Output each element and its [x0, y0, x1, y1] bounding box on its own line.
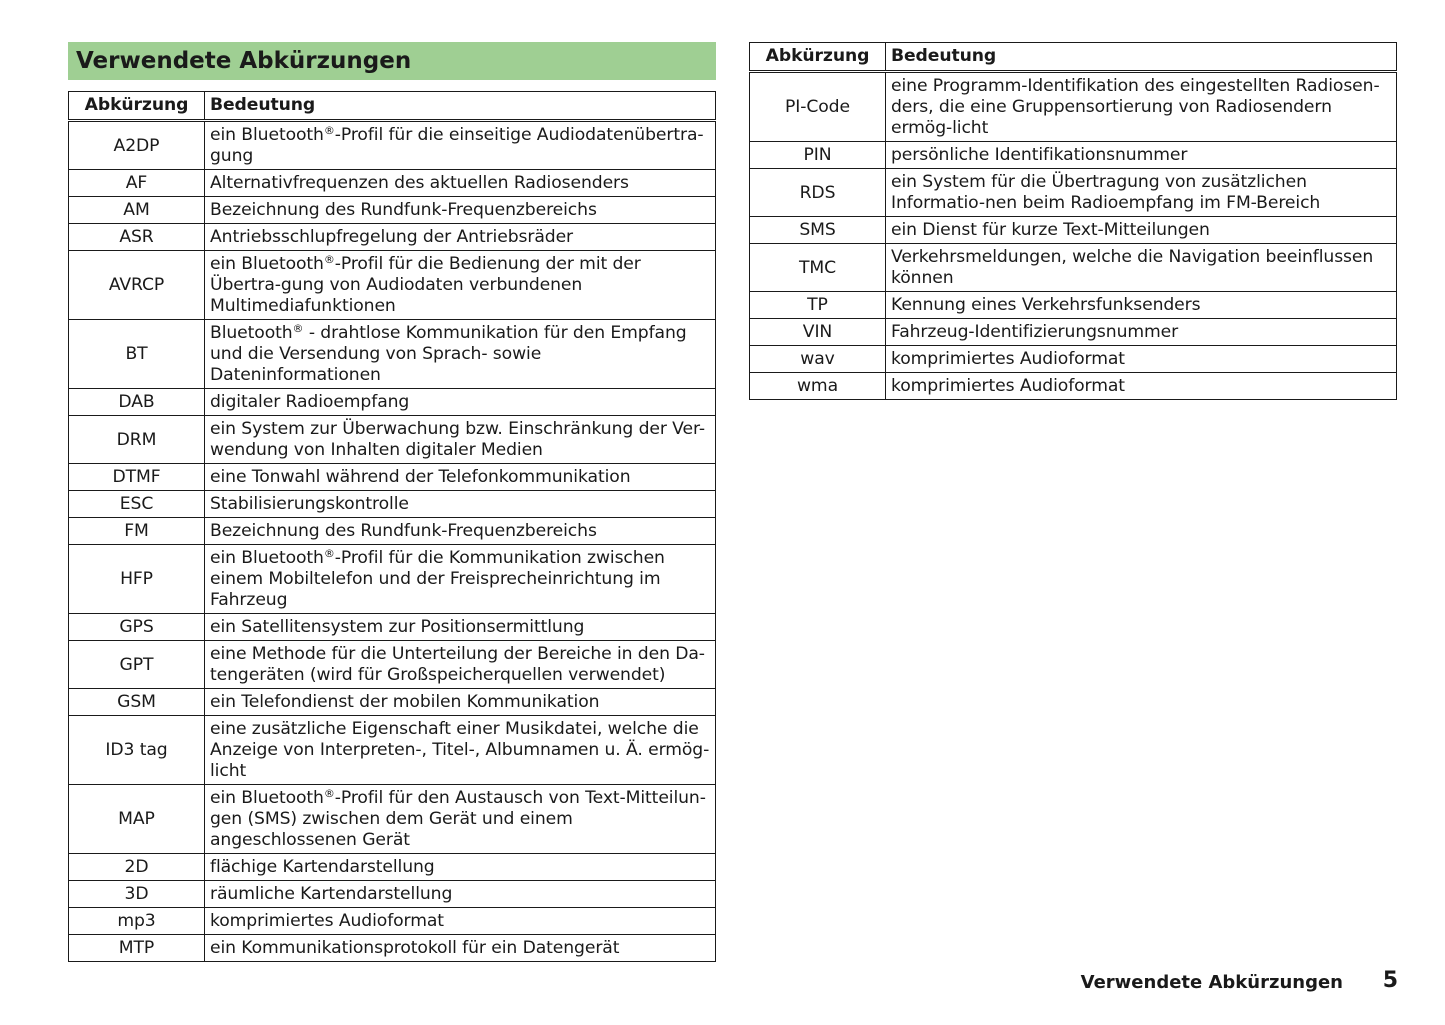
table-row	[69, 908, 716, 935]
left-column	[68, 42, 716, 962]
table-row	[69, 464, 716, 491]
abbreviation-cell: AF	[69, 170, 205, 197]
abbreviation-cell: VIN	[750, 319, 886, 346]
meaning-text: ein Kommunikationsprotokoll für ein Datengerät	[210, 938, 620, 958]
table-row	[750, 373, 1397, 400]
abbreviation-cell: AVRCP	[69, 251, 205, 320]
header-meaning: Bedeutung	[205, 92, 716, 121]
meaning-text: räumliche Kartendarstellung	[210, 884, 453, 904]
table-row	[69, 935, 716, 962]
abbreviation-cell: GSM	[69, 689, 205, 716]
abbreviation-cell: BT	[69, 320, 205, 389]
abbreviation-cell: TMC	[750, 244, 886, 292]
meaning-text-continued: -Profil für den Austausch von Text-Mitteilun-gen (SMS) zwischen dem Gerät und einem angeschlossenen Gerät	[210, 788, 706, 850]
registered-mark: ®	[323, 253, 335, 266]
meaning-text: Bezeichnung des Rundfunk-Frequenzbereichs	[210, 200, 597, 220]
meaning-text: persönliche Identifikationsnummer	[891, 145, 1188, 165]
registered-mark: ®	[323, 787, 335, 800]
abbreviation-cell: A2DP	[69, 121, 205, 170]
abbreviation-cell: MTP	[69, 935, 205, 962]
meaning-cell	[205, 491, 716, 518]
table-row	[69, 518, 716, 545]
meaning-cell	[886, 244, 1397, 292]
meaning-text: flächige Kartendarstellung	[210, 857, 435, 877]
table-header-row	[69, 92, 716, 121]
registered-mark: ®	[292, 322, 304, 335]
meaning-text-continued: -Profil für die Kommunikation zwischen einem Mobiltelefon und der Freisprecheinrichtung im Fahrzeug	[210, 548, 665, 610]
table-row	[69, 170, 716, 197]
meaning-cell	[886, 373, 1397, 400]
abbreviation-cell: mp3	[69, 908, 205, 935]
table-row	[750, 244, 1397, 292]
table-row	[69, 641, 716, 689]
meaning-text: ein Bluetooth	[210, 548, 324, 568]
meaning-cell	[205, 389, 716, 416]
meaning-text: ein Dienst für kurze Text-Mitteilungen	[891, 220, 1210, 240]
meaning-text: Kennung eines Verkehrsfunksenders	[891, 295, 1201, 315]
table-row	[750, 169, 1397, 217]
meaning-text: ein Telefondienst der mobilen Kommunikation	[210, 692, 600, 712]
abbreviation-cell: 2D	[69, 854, 205, 881]
table-row	[69, 854, 716, 881]
abbreviation-cell: wav	[750, 346, 886, 373]
meaning-text: Bluetooth	[210, 323, 293, 343]
meaning-cell	[886, 72, 1397, 142]
meaning-cell	[205, 197, 716, 224]
meaning-cell	[205, 716, 716, 785]
abbreviation-cell: PIN	[750, 142, 886, 169]
meaning-cell	[205, 170, 716, 197]
table-row	[69, 320, 716, 389]
table-row	[750, 346, 1397, 373]
meaning-cell	[205, 121, 716, 170]
meaning-text: ein Bluetooth	[210, 788, 324, 808]
meaning-cell	[205, 641, 716, 689]
table-row	[69, 716, 716, 785]
meaning-cell	[886, 169, 1397, 217]
meaning-cell	[205, 320, 716, 389]
meaning-text: komprimiertes Audioformat	[891, 376, 1125, 396]
table-row	[69, 491, 716, 518]
meaning-cell	[205, 689, 716, 716]
abbreviation-cell: AM	[69, 197, 205, 224]
meaning-text: Fahrzeug-Identifizierungsnummer	[891, 322, 1179, 342]
meaning-cell	[205, 785, 716, 854]
table-row	[69, 785, 716, 854]
meaning-text: eine Methode für die Unterteilung der Bereiche in den Da-tengeräten (wird für Großspeicherquellen verwendet)	[210, 644, 705, 685]
meaning-text: ein System zur Überwachung bzw. Einschränkung der Ver-wendung von Inhalten digitaler Medien	[210, 419, 705, 460]
table-row	[69, 689, 716, 716]
abbreviation-cell: MAP	[69, 785, 205, 854]
abbreviation-cell: TP	[750, 292, 886, 319]
header-abbreviation: Abkürzung	[69, 92, 205, 121]
meaning-cell	[205, 935, 716, 962]
table-row	[750, 142, 1397, 169]
meaning-text: Bezeichnung des Rundfunk-Frequenzbereichs	[210, 521, 597, 541]
registered-mark: ®	[323, 124, 335, 137]
table-row	[69, 197, 716, 224]
table-row	[750, 319, 1397, 346]
meaning-text: komprimiertes Audioformat	[891, 349, 1125, 369]
abbreviation-cell: GPT	[69, 641, 205, 689]
header-meaning: Bedeutung	[886, 43, 1397, 72]
meaning-text: eine zusätzliche Eigenschaft einer Musikdatei, welche die Anzeige von Interpreten-, Titel-, Albumnamen u. Ä. ermög-licht	[210, 719, 710, 781]
abbreviations-table-left	[68, 91, 716, 962]
meaning-cell	[886, 142, 1397, 169]
table-row	[69, 251, 716, 320]
meaning-cell	[886, 217, 1397, 244]
abbreviation-cell: ID3 tag	[69, 716, 205, 785]
meaning-cell	[205, 518, 716, 545]
meaning-cell	[886, 292, 1397, 319]
abbreviation-cell: PI-Code	[750, 72, 886, 142]
meaning-cell	[205, 224, 716, 251]
meaning-text: ein Bluetooth	[210, 254, 324, 274]
abbreviation-cell: FM	[69, 518, 205, 545]
meaning-cell	[205, 416, 716, 464]
table-row	[69, 224, 716, 251]
meaning-text: ein Satellitensystem zur Positionsermittlung	[210, 617, 585, 637]
meaning-text: Antriebsschlupfregelung der Antriebsräder	[210, 227, 574, 247]
meaning-text: digitaler Radioempfang	[210, 392, 410, 412]
registered-mark: ®	[323, 547, 335, 560]
meaning-cell	[886, 346, 1397, 373]
table-row	[69, 881, 716, 908]
meaning-text-continued: - drahtlose Kommunikation für den Empfang und die Versendung von Sprach- sowie Dateninformationen	[210, 323, 687, 385]
meaning-cell	[205, 614, 716, 641]
meaning-text: eine Programm-Identifikation des eingestellten Radiosen-ders, die eine Gruppensortierung von Radiosendern ermög-licht	[891, 76, 1380, 138]
meaning-text: Verkehrsmeldungen, welche die Navigation beeinflussen können	[891, 247, 1374, 288]
table-row	[750, 217, 1397, 244]
abbreviation-cell: HFP	[69, 545, 205, 614]
meaning-cell	[205, 251, 716, 320]
meaning-cell	[205, 881, 716, 908]
abbreviations-table-right	[749, 42, 1397, 400]
table-header-row	[750, 43, 1397, 72]
table-row	[750, 72, 1397, 142]
table-row	[750, 292, 1397, 319]
abbreviation-cell: wma	[750, 373, 886, 400]
table-row	[69, 545, 716, 614]
meaning-text: eine Tonwahl während der Telefonkommunikation	[210, 467, 631, 487]
abbreviation-cell: RDS	[750, 169, 886, 217]
meaning-text: ein Bluetooth	[210, 125, 324, 145]
header-abbreviation: Abkürzung	[750, 43, 886, 72]
page-footer	[1080, 968, 1398, 998]
table-row	[69, 416, 716, 464]
meaning-cell	[205, 908, 716, 935]
abbreviation-cell: DTMF	[69, 464, 205, 491]
table-row	[69, 389, 716, 416]
table-row	[69, 614, 716, 641]
meaning-text: ein System für die Übertragung von zusätzlichen Informatio-nen beim Radioempfang im FM-Bereich	[891, 172, 1321, 213]
abbreviation-cell: ASR	[69, 224, 205, 251]
table-body-left	[69, 121, 716, 962]
right-column	[749, 42, 1397, 400]
table-body-right	[750, 72, 1397, 400]
meaning-cell	[205, 854, 716, 881]
abbreviation-cell: DAB	[69, 389, 205, 416]
table-row	[69, 121, 716, 170]
footer-title: Verwendete Abkürzungen	[1080, 972, 1343, 993]
meaning-text-continued: -Profil für die einseitige Audiodatenübertra-gung	[210, 125, 704, 166]
meaning-text: komprimiertes Audioformat	[210, 911, 444, 931]
abbreviation-cell: DRM	[69, 416, 205, 464]
meaning-text-continued: -Profil für die Bedienung der mit der Übertra-gung von Audiodaten verbundenen Multimediafunktionen	[210, 254, 641, 316]
page-number: 5	[1382, 968, 1398, 993]
meaning-cell	[205, 545, 716, 614]
section-title: Verwendete Abkürzungen	[68, 42, 716, 80]
meaning-cell	[205, 464, 716, 491]
meaning-text: Stabilisierungskontrolle	[210, 494, 409, 514]
meaning-cell	[886, 319, 1397, 346]
meaning-text: Alternativfrequenzen des aktuellen Radiosenders	[210, 173, 629, 193]
abbreviation-cell: 3D	[69, 881, 205, 908]
abbreviation-cell: ESC	[69, 491, 205, 518]
abbreviation-cell: SMS	[750, 217, 886, 244]
abbreviation-cell: GPS	[69, 614, 205, 641]
